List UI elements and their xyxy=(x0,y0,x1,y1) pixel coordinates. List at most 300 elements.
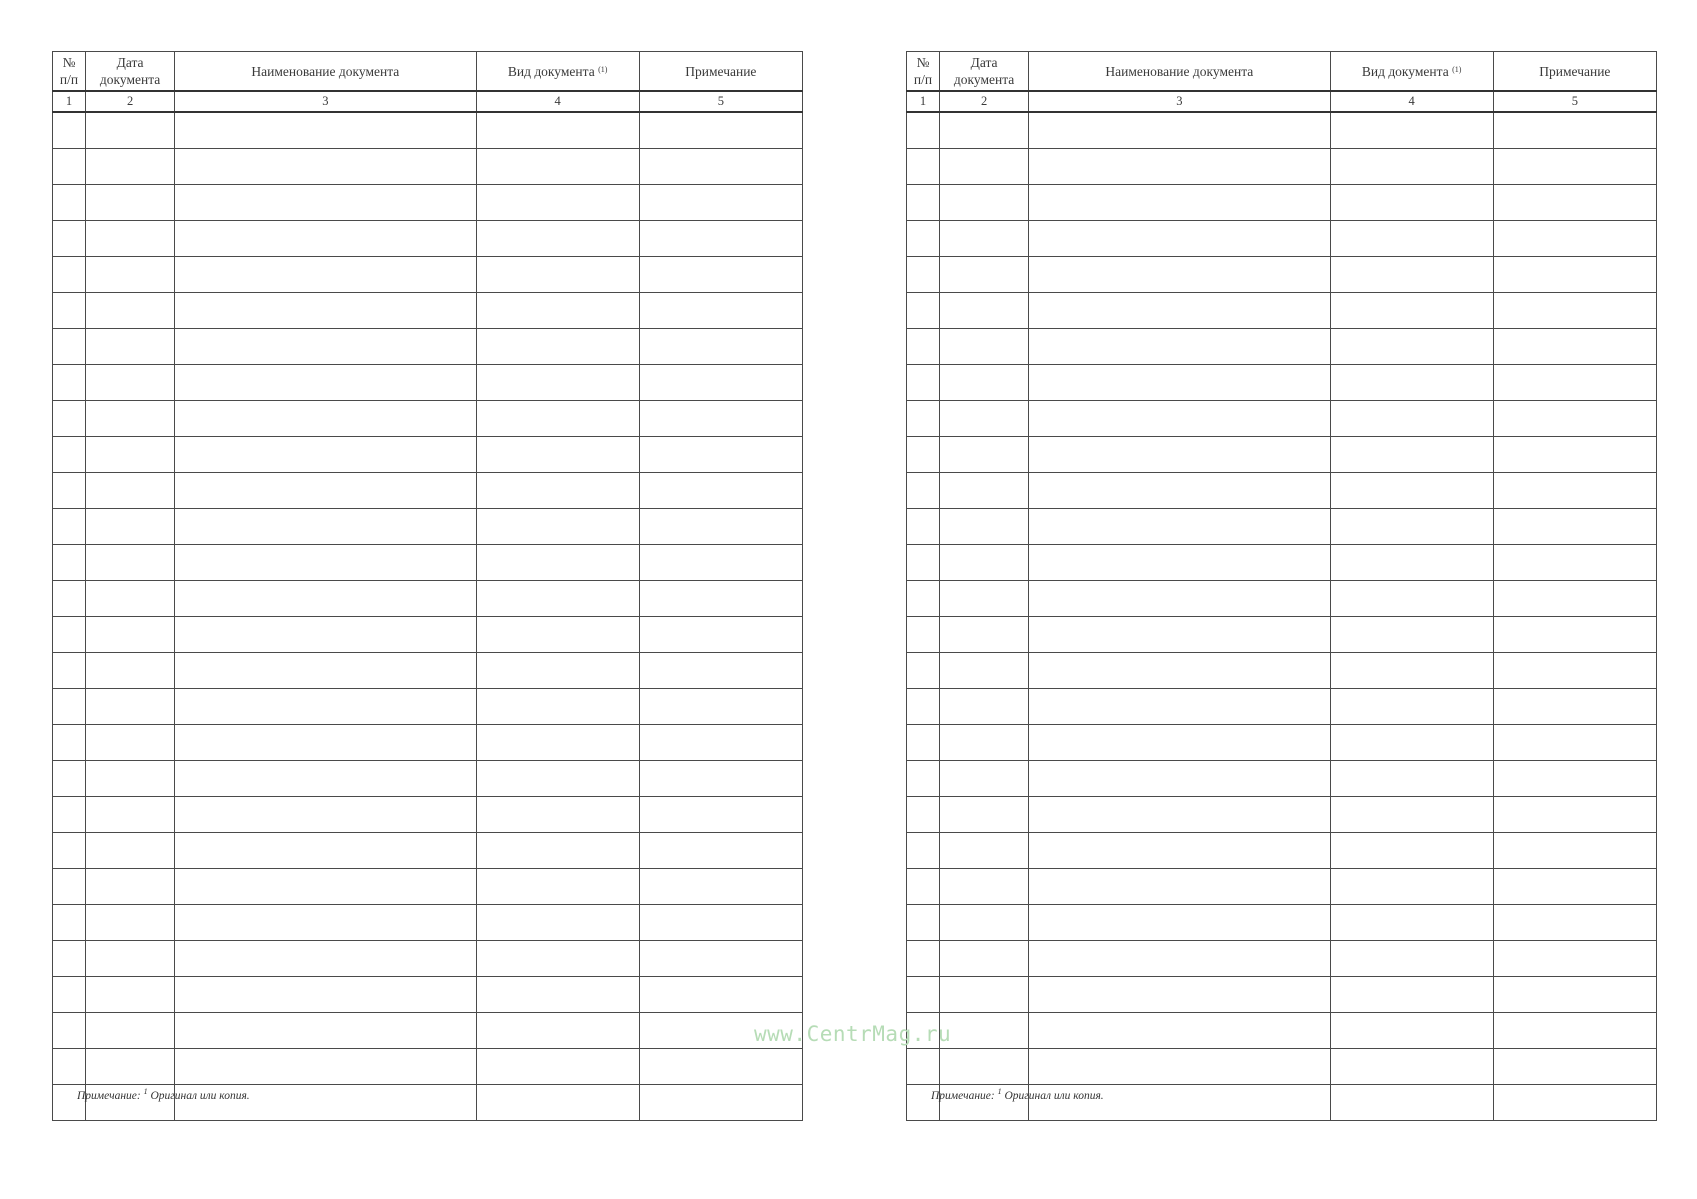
header-number: № п/п xyxy=(53,52,86,92)
table-row xyxy=(907,977,1657,1013)
cell-note xyxy=(1493,1013,1656,1049)
cell-note xyxy=(1493,869,1656,905)
register-page-left xyxy=(52,51,803,1121)
cell-document-name xyxy=(1029,761,1330,797)
cell-document-type xyxy=(1330,185,1493,221)
cell-note xyxy=(1493,1085,1656,1121)
table-row xyxy=(53,905,803,941)
cell-date xyxy=(940,1013,1029,1049)
cell-date xyxy=(86,329,175,365)
cell-number xyxy=(53,509,86,545)
cell-document-name xyxy=(175,797,476,833)
cell-document-name xyxy=(175,617,476,653)
cell-note xyxy=(639,761,802,797)
table-row xyxy=(907,545,1657,581)
cell-document-name xyxy=(175,329,476,365)
cell-document-name xyxy=(175,761,476,797)
cell-document-name xyxy=(175,1013,476,1049)
cell-document-name xyxy=(1029,257,1330,293)
cell-document-type xyxy=(476,293,639,329)
cell-document-type xyxy=(476,905,639,941)
cell-document-name xyxy=(1029,545,1330,581)
cell-number xyxy=(53,149,86,185)
table-row xyxy=(907,833,1657,869)
cell-number xyxy=(907,617,940,653)
register-rows xyxy=(907,112,1657,1121)
cell-number xyxy=(907,509,940,545)
table-row xyxy=(53,545,803,581)
cell-note xyxy=(639,581,802,617)
cell-document-type xyxy=(1330,1049,1493,1085)
table-row xyxy=(53,1013,803,1049)
cell-date xyxy=(940,1049,1029,1085)
header-date: Дата документа xyxy=(940,52,1029,92)
table-row xyxy=(53,509,803,545)
cell-document-type xyxy=(476,545,639,581)
cell-document-name xyxy=(1029,617,1330,653)
cell-date xyxy=(940,329,1029,365)
cell-document-name xyxy=(1029,293,1330,329)
cell-date xyxy=(86,617,175,653)
cell-date xyxy=(940,653,1029,689)
cell-date xyxy=(940,725,1029,761)
cell-document-type xyxy=(476,149,639,185)
cell-note xyxy=(639,941,802,977)
cell-date xyxy=(940,833,1029,869)
cell-date xyxy=(86,112,175,149)
cell-date xyxy=(86,941,175,977)
cell-note xyxy=(1493,617,1656,653)
cell-document-type xyxy=(476,473,639,509)
table-row xyxy=(907,437,1657,473)
cell-document-name xyxy=(175,509,476,545)
cell-document-type xyxy=(476,1085,639,1121)
cell-document-type xyxy=(476,401,639,437)
cell-document-type xyxy=(476,221,639,257)
cell-number xyxy=(53,617,86,653)
cell-note xyxy=(1493,725,1656,761)
cell-number xyxy=(907,185,940,221)
table-row xyxy=(907,725,1657,761)
cell-note xyxy=(639,617,802,653)
cell-note xyxy=(1493,797,1656,833)
cell-document-type xyxy=(1330,833,1493,869)
table-row xyxy=(907,905,1657,941)
cell-document-type xyxy=(1330,473,1493,509)
cell-document-name xyxy=(1029,581,1330,617)
table-row xyxy=(53,112,803,149)
cell-document-type xyxy=(1330,401,1493,437)
column-number-3: 3 xyxy=(175,91,476,112)
cell-note xyxy=(1493,905,1656,941)
table-row xyxy=(53,437,803,473)
cell-number xyxy=(907,653,940,689)
cell-number xyxy=(53,833,86,869)
cell-document-type xyxy=(1330,1085,1493,1121)
table-row xyxy=(907,149,1657,185)
cell-date xyxy=(940,473,1029,509)
cell-number xyxy=(907,977,940,1013)
cell-number xyxy=(907,112,940,149)
table-row xyxy=(907,653,1657,689)
table-row xyxy=(907,185,1657,221)
cell-document-type xyxy=(1330,149,1493,185)
table-row xyxy=(53,977,803,1013)
cell-date xyxy=(940,221,1029,257)
cell-note xyxy=(1493,221,1656,257)
footnote: Примечание: $^1$ Оригинал или копия. xyxy=(931,1087,1104,1102)
cell-document-name xyxy=(175,293,476,329)
cell-document-name xyxy=(175,977,476,1013)
cell-note xyxy=(1493,653,1656,689)
cell-document-type xyxy=(1330,1013,1493,1049)
cell-date xyxy=(940,437,1029,473)
cell-number xyxy=(53,185,86,221)
cell-number xyxy=(907,761,940,797)
cell-number xyxy=(53,941,86,977)
cell-date xyxy=(86,437,175,473)
cell-note xyxy=(639,869,802,905)
cell-document-name xyxy=(175,257,476,293)
cell-document-type xyxy=(1330,797,1493,833)
table-row xyxy=(53,653,803,689)
cell-document-type xyxy=(1330,581,1493,617)
cell-note xyxy=(1493,761,1656,797)
table-row xyxy=(53,689,803,725)
table-row xyxy=(53,833,803,869)
cell-document-name xyxy=(175,149,476,185)
cell-document-name xyxy=(175,653,476,689)
cell-document-name xyxy=(175,365,476,401)
table-row xyxy=(53,617,803,653)
cell-note xyxy=(639,473,802,509)
cell-number xyxy=(907,545,940,581)
table-row xyxy=(907,509,1657,545)
cell-number xyxy=(907,149,940,185)
cell-number xyxy=(53,869,86,905)
cell-document-name xyxy=(1029,725,1330,761)
cell-document-type xyxy=(1330,545,1493,581)
cell-date xyxy=(86,689,175,725)
cell-note xyxy=(1493,473,1656,509)
cell-document-type xyxy=(476,617,639,653)
cell-date xyxy=(940,581,1029,617)
table-row xyxy=(907,689,1657,725)
cell-document-type xyxy=(476,761,639,797)
cell-note xyxy=(1493,293,1656,329)
cell-document-type xyxy=(476,653,639,689)
cell-number xyxy=(907,797,940,833)
cell-document-name xyxy=(175,185,476,221)
cell-document-name xyxy=(175,689,476,725)
cell-date xyxy=(86,869,175,905)
table-row xyxy=(53,725,803,761)
cell-document-name xyxy=(1029,365,1330,401)
cell-date xyxy=(86,1013,175,1049)
cell-date xyxy=(86,797,175,833)
column-number-2: 2 xyxy=(940,91,1029,112)
register-table xyxy=(52,51,803,1121)
table-row xyxy=(53,149,803,185)
table-row xyxy=(907,1049,1657,1085)
cell-date xyxy=(86,833,175,869)
cell-note xyxy=(639,509,802,545)
cell-note xyxy=(639,149,802,185)
cell-note xyxy=(1493,112,1656,149)
cell-number xyxy=(53,221,86,257)
cell-document-name xyxy=(1029,905,1330,941)
cell-note xyxy=(639,1085,802,1121)
cell-document-name xyxy=(1029,1013,1330,1049)
cell-document-type xyxy=(476,941,639,977)
cell-document-type xyxy=(1330,509,1493,545)
cell-document-type xyxy=(1330,293,1493,329)
table-row xyxy=(53,869,803,905)
header-document-type: Вид документа $^{(1)}$ xyxy=(476,52,639,92)
cell-document-name xyxy=(1029,689,1330,725)
column-number-2: 2 xyxy=(86,91,175,112)
cell-note xyxy=(1493,185,1656,221)
cell-number xyxy=(907,473,940,509)
header-date: Дата документа xyxy=(86,52,175,92)
cell-number xyxy=(53,797,86,833)
cell-document-type xyxy=(476,1049,639,1085)
cell-number xyxy=(53,401,86,437)
cell-document-name xyxy=(1029,977,1330,1013)
cell-note xyxy=(639,1049,802,1085)
cell-document-type xyxy=(476,329,639,365)
cell-document-type xyxy=(476,581,639,617)
cell-number xyxy=(53,365,86,401)
cell-number xyxy=(907,329,940,365)
table-row xyxy=(53,473,803,509)
cell-note xyxy=(639,545,802,581)
column-number-1: 1 xyxy=(53,91,86,112)
cell-number xyxy=(53,905,86,941)
table-row xyxy=(907,293,1657,329)
cell-note xyxy=(639,221,802,257)
table-row xyxy=(907,473,1657,509)
cell-document-name xyxy=(1029,401,1330,437)
watermark: www.CentrMag.ru xyxy=(754,1022,952,1046)
cell-document-type xyxy=(1330,437,1493,473)
cell-note xyxy=(639,329,802,365)
cell-number xyxy=(907,833,940,869)
header-document-name: Наименование документа xyxy=(1029,52,1330,92)
table-row xyxy=(53,185,803,221)
table-row xyxy=(53,329,803,365)
table-row xyxy=(53,293,803,329)
cell-note xyxy=(1493,257,1656,293)
column-number-1: 1 xyxy=(907,91,940,112)
cell-document-type xyxy=(1330,112,1493,149)
cell-document-type xyxy=(476,437,639,473)
cell-date xyxy=(86,221,175,257)
table-row xyxy=(53,941,803,977)
cell-document-type xyxy=(1330,725,1493,761)
cell-note xyxy=(1493,509,1656,545)
cell-document-type xyxy=(476,725,639,761)
cell-document-name xyxy=(1029,833,1330,869)
cell-number xyxy=(53,725,86,761)
cell-number xyxy=(53,689,86,725)
cell-date xyxy=(86,365,175,401)
cell-note xyxy=(1493,149,1656,185)
cell-document-name xyxy=(1029,473,1330,509)
cell-date xyxy=(940,293,1029,329)
cell-note xyxy=(639,905,802,941)
cell-number xyxy=(53,473,86,509)
cell-document-name xyxy=(1029,437,1330,473)
cell-number xyxy=(53,761,86,797)
cell-date xyxy=(940,365,1029,401)
table-row xyxy=(907,257,1657,293)
cell-number xyxy=(907,401,940,437)
cell-number xyxy=(53,581,86,617)
cell-document-type xyxy=(476,977,639,1013)
cell-date xyxy=(86,185,175,221)
table-row xyxy=(907,617,1657,653)
cell-document-name xyxy=(1029,1049,1330,1085)
cell-document-type xyxy=(476,797,639,833)
table-row xyxy=(907,941,1657,977)
cell-document-type xyxy=(1330,689,1493,725)
cell-note xyxy=(1493,833,1656,869)
cell-document-type xyxy=(476,365,639,401)
cell-note xyxy=(639,257,802,293)
cell-document-name xyxy=(175,112,476,149)
column-number-5: 5 xyxy=(1493,91,1656,112)
cell-date xyxy=(86,293,175,329)
header-note: Примечание xyxy=(1493,52,1656,92)
cell-date xyxy=(86,761,175,797)
cell-number xyxy=(907,293,940,329)
cell-note xyxy=(1493,1049,1656,1085)
cell-date xyxy=(86,905,175,941)
cell-document-type xyxy=(1330,329,1493,365)
cell-document-type xyxy=(476,689,639,725)
column-number-5: 5 xyxy=(639,91,802,112)
cell-document-name xyxy=(175,833,476,869)
cell-document-name xyxy=(1029,185,1330,221)
cell-date xyxy=(940,185,1029,221)
cell-date xyxy=(940,617,1029,653)
cell-note xyxy=(1493,365,1656,401)
table-row xyxy=(53,1049,803,1085)
cell-date xyxy=(940,149,1029,185)
cell-note xyxy=(639,437,802,473)
cell-document-type xyxy=(476,112,639,149)
cell-document-name xyxy=(175,1049,476,1085)
cell-document-type xyxy=(476,257,639,293)
cell-document-type xyxy=(476,869,639,905)
register-rows xyxy=(53,112,803,1121)
cell-note xyxy=(1493,329,1656,365)
cell-date xyxy=(940,905,1029,941)
cell-document-name xyxy=(175,221,476,257)
cell-document-name xyxy=(175,473,476,509)
cell-document-name xyxy=(1029,509,1330,545)
cell-document-type xyxy=(476,509,639,545)
cell-note xyxy=(1493,581,1656,617)
cell-date xyxy=(940,545,1029,581)
cell-note xyxy=(639,365,802,401)
cell-note xyxy=(639,293,802,329)
cell-number xyxy=(907,1049,940,1085)
cell-document-name xyxy=(1029,797,1330,833)
cell-date xyxy=(86,473,175,509)
cell-note xyxy=(1493,977,1656,1013)
cell-document-name xyxy=(1029,869,1330,905)
cell-note xyxy=(639,689,802,725)
cell-document-type xyxy=(1330,941,1493,977)
table-row xyxy=(53,581,803,617)
cell-number xyxy=(907,725,940,761)
register-table xyxy=(906,51,1657,1121)
header-document-type: Вид документа $^{(1)}$ xyxy=(1330,52,1493,92)
cell-number xyxy=(53,112,86,149)
table-row xyxy=(907,365,1657,401)
cell-number xyxy=(53,293,86,329)
header-number: № п/п xyxy=(907,52,940,92)
cell-number xyxy=(907,365,940,401)
cell-number xyxy=(53,257,86,293)
table-row xyxy=(907,329,1657,365)
table-row xyxy=(53,797,803,833)
cell-document-name xyxy=(175,869,476,905)
cell-number xyxy=(53,329,86,365)
table-row xyxy=(907,761,1657,797)
cell-document-type xyxy=(1330,617,1493,653)
cell-date xyxy=(86,1049,175,1085)
cell-document-name xyxy=(175,905,476,941)
cell-document-name xyxy=(175,725,476,761)
cell-number xyxy=(907,221,940,257)
cell-date xyxy=(940,797,1029,833)
cell-document-type xyxy=(1330,257,1493,293)
footnote: Примечание: $^1$ Оригинал или копия. xyxy=(77,1087,250,1102)
cell-number xyxy=(53,1013,86,1049)
cell-number xyxy=(907,869,940,905)
cell-document-name xyxy=(1029,221,1330,257)
cell-date xyxy=(940,689,1029,725)
cell-note xyxy=(639,401,802,437)
cell-date xyxy=(86,581,175,617)
cell-note xyxy=(639,112,802,149)
cell-number xyxy=(907,257,940,293)
cell-note xyxy=(1493,689,1656,725)
cell-document-name xyxy=(1029,149,1330,185)
cell-document-type xyxy=(1330,977,1493,1013)
cell-note xyxy=(639,725,802,761)
table-row xyxy=(907,1013,1657,1049)
cell-document-type xyxy=(1330,905,1493,941)
cell-document-name xyxy=(1029,329,1330,365)
cell-number xyxy=(53,653,86,689)
cell-number xyxy=(907,437,940,473)
table-row xyxy=(907,221,1657,257)
cell-number xyxy=(907,941,940,977)
cell-date xyxy=(86,977,175,1013)
cell-document-name xyxy=(175,437,476,473)
cell-note xyxy=(639,797,802,833)
cell-number xyxy=(53,545,86,581)
cell-document-name xyxy=(175,545,476,581)
table-row xyxy=(53,221,803,257)
cell-date xyxy=(86,149,175,185)
column-number-4: 4 xyxy=(476,91,639,112)
cell-date xyxy=(86,401,175,437)
